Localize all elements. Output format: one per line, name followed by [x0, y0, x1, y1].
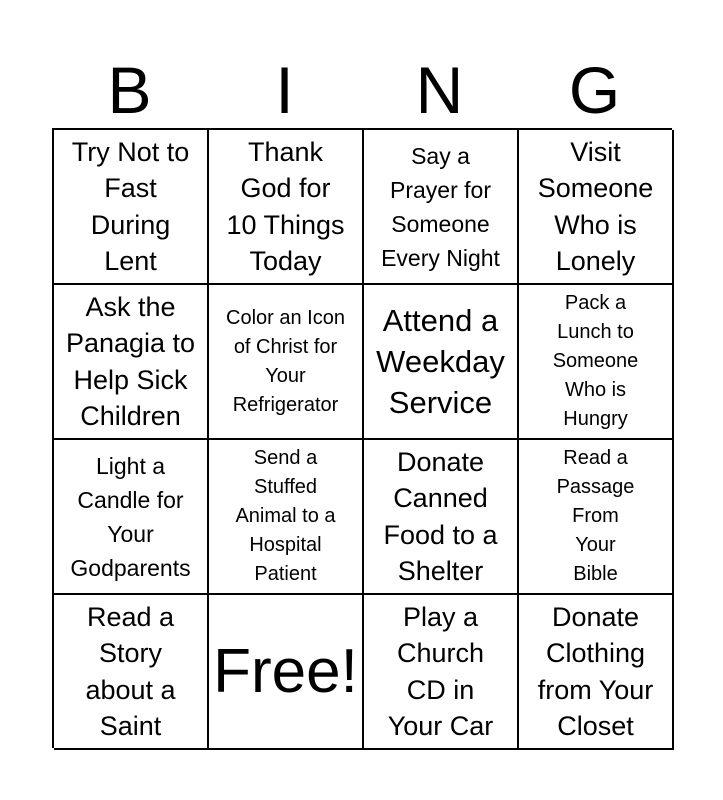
- bingo-cell[interactable]: Read a Passage From Your Bible: [519, 440, 674, 595]
- bingo-cell[interactable]: Say a Prayer for Someone Every Night: [364, 130, 519, 285]
- header-letter-i: I: [275, 53, 294, 127]
- bingo-cell[interactable]: Attend a Weekday Service: [364, 285, 519, 440]
- bingo-cell[interactable]: Ask the Panagia to Help Sick Children: [54, 285, 209, 440]
- bingo-cell[interactable]: Send a Stuffed Animal to a Hospital Patient: [209, 440, 364, 595]
- header-letter-b: B: [107, 53, 152, 127]
- header-letter-n: N: [415, 53, 464, 127]
- bingo-cell[interactable]: Pack a Lunch to Someone Who is Hungry: [519, 285, 674, 440]
- bingo-cell[interactable]: Color an Icon of Christ for Your Refrigerator: [209, 285, 364, 440]
- bingo-cell[interactable]: Thank God for 10 Things Today: [209, 130, 364, 285]
- bingo-cell[interactable]: Play a Church CD in Your Car: [364, 595, 519, 750]
- bingo-cell[interactable]: Donate Canned Food to a Shelter: [364, 440, 519, 595]
- bingo-cell[interactable]: Donate Clothing from Your Closet: [519, 595, 674, 750]
- bingo-free-cell[interactable]: Free!: [209, 595, 364, 750]
- header-letter-g: G: [568, 53, 621, 127]
- bingo-cell[interactable]: Read a Story about a Saint: [54, 595, 209, 750]
- bingo-cell[interactable]: Visit Someone Who is Lonely: [519, 130, 674, 285]
- bingo-board: [52, 128, 672, 748]
- bingo-header: [52, 52, 672, 128]
- bingo-cell[interactable]: Try Not to Fast During Lent: [54, 130, 209, 285]
- bingo-cell[interactable]: Light a Candle for Your Godparents: [54, 440, 209, 595]
